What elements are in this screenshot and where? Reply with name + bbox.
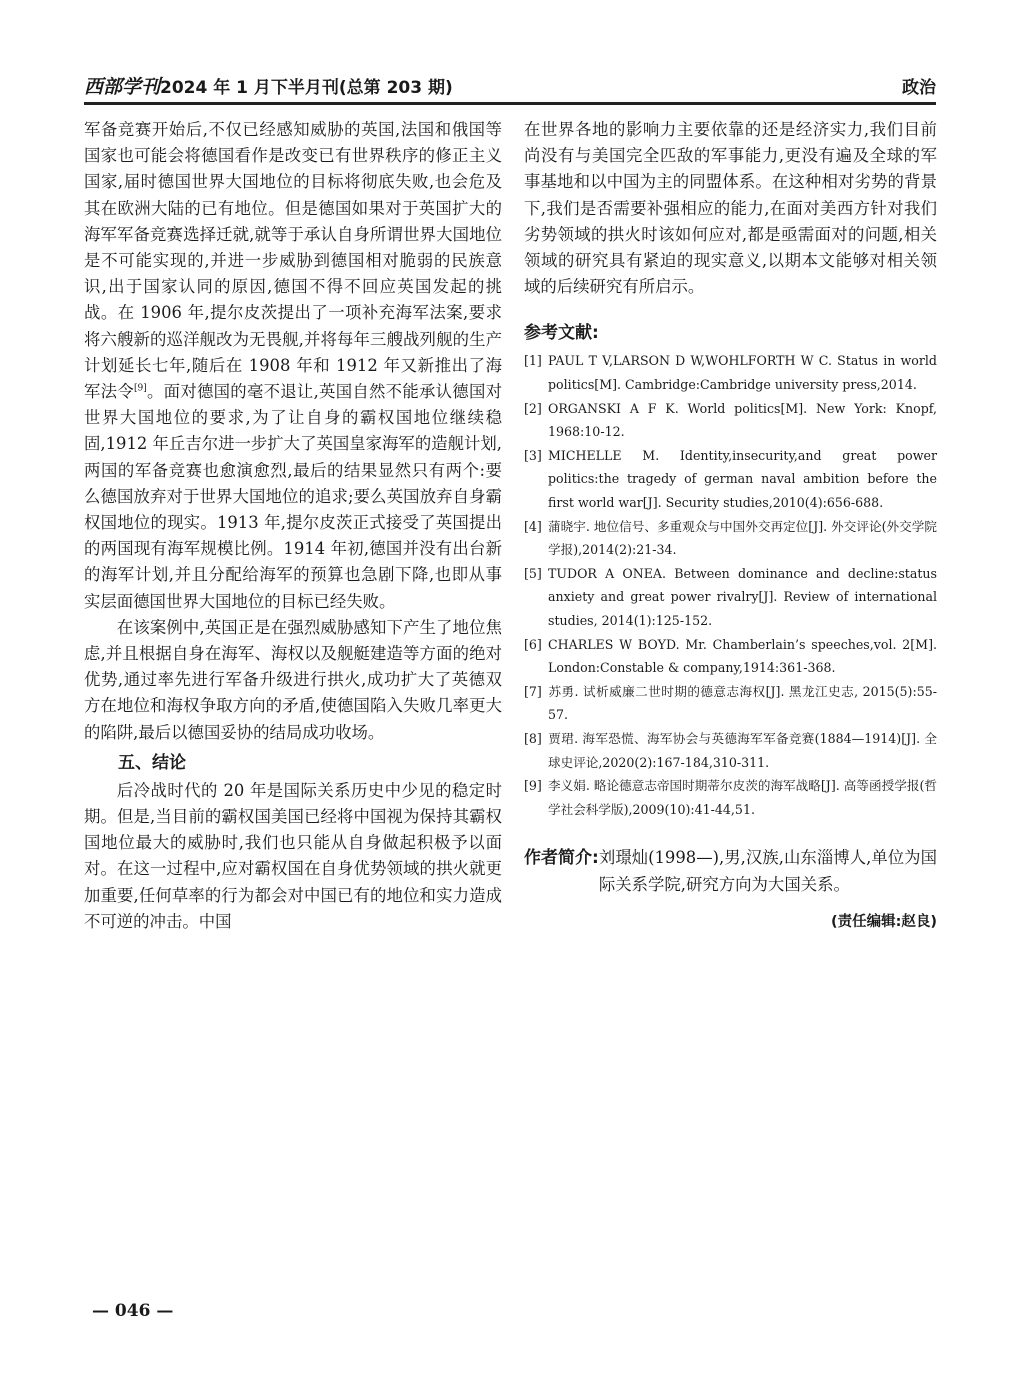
body-paragraph: 后冷战时代的 20 年是国际关系历史中少见的稳定时期。但是,当目前的霸权国美国已经将中国视为保持其霸权国地位最大的威胁时,我们也只能从自身做起积极予以面对。在这一过程中,应对霸权国在自身优势领域的拱火就更加重要,任何草率的行为都会对中国已有的地位和实力造成不可逆的冲击。中国 bbox=[84, 780, 502, 931]
reference-item bbox=[524, 727, 937, 774]
author-bio bbox=[524, 845, 937, 897]
running-header bbox=[84, 70, 936, 96]
reference-number: [4] bbox=[524, 518, 542, 534]
body-paragraph: 在该案例中,英国正是在强烈威胁感知下产生了地位焦虑,并且根据自身在海军、海权以及舰艇建造等方面的绝对优势,通过率先进行军备升级进行拱火,成功扩大了英德双方在地位和海权争取方向的矛盾,使德国陷入失败几率更大的陷阱,最后以德国妥协的结局成功收场。 bbox=[84, 617, 502, 742]
reference-list bbox=[524, 349, 937, 821]
journal-logo: 西部学刊 bbox=[84, 76, 161, 98]
reference-text: CHARLES W BOYD. Mr. Chamberlain’s speeches,vol. 2[M]. London:Constable & company,1914:361-368. bbox=[548, 636, 937, 676]
issue-info: 2024 年 1 月下半月刊(总第 203 期) bbox=[160, 78, 453, 98]
reference-number: [7] bbox=[524, 683, 542, 699]
reference-item bbox=[524, 633, 937, 680]
left-column bbox=[84, 117, 502, 935]
reference-number: [5] bbox=[524, 565, 542, 581]
reference-number: [9] bbox=[524, 778, 542, 794]
citation-mark: [9] bbox=[133, 383, 147, 394]
page-number: — 046 — bbox=[92, 1301, 174, 1321]
reference-number: [3] bbox=[524, 447, 542, 463]
reference-number: [6] bbox=[524, 636, 542, 652]
reference-item bbox=[524, 774, 937, 821]
references-heading: 参考文献: bbox=[524, 323, 599, 344]
header-rule bbox=[84, 102, 936, 105]
reference-item bbox=[524, 562, 937, 633]
section-heading: 五、结论 bbox=[118, 752, 186, 773]
reference-text: 苏勇. 试析威廉二世时期的德意志海权[J]. 黑龙江史志, 2015(5):55-57. bbox=[548, 683, 937, 723]
author-text: 刘璟灿(1998—),男,汉族,山东淄博人,单位为国际关系学院,研究方向为大国关系。 bbox=[598, 848, 937, 894]
body-paragraph: 在世界各地的影响力主要依靠的还是经济实力,我们目前尚没有与美国完全匹敌的军事能力,更没有遍及全球的军事基地和以中国为主的同盟体系。在这种相对劣势的背景下,我们是否需要补强相应的能力,在面对美西方针对我们劣势领域的拱火时该如何应对,都是亟需面对的问题,相关领域的研究具有紧迫的现实意义,以期本文能够对相关领域的后续研究有所启示。 bbox=[524, 120, 937, 297]
reference-text: 蒲晓宇. 地位信号、多重观众与中国外交再定位[J]. 外交评论(外交学院学报),2014(2):21-34. bbox=[548, 518, 937, 558]
reference-text: PAUL T V,LARSON D W,WOHLFORTH W C. Status in world politics[M]. Cambridge:Cambridge university press,2014. bbox=[548, 353, 937, 393]
reference-text: 贾珺. 海军恐慌、海军协会与英德海军军备竞赛(1884—1914)[J]. 全球史评论,2020(2):167-184,310-311. bbox=[548, 730, 937, 770]
reference-text: ORGANSKI A F K. World politics[M]. New York: Knopf, 1968:10-12. bbox=[548, 400, 937, 440]
reference-text: TUDOR A ONEA. Between dominance and decline:status anxiety and great power rivalry[J]. Review of international studies, 2014(1):125-152. bbox=[548, 565, 937, 628]
reference-item bbox=[524, 397, 937, 444]
section-label: 政治 bbox=[902, 78, 936, 98]
author-label: 作者简介: bbox=[524, 848, 599, 869]
reference-item bbox=[524, 444, 937, 515]
reference-number: [2] bbox=[524, 400, 542, 416]
paragraph-text: 军备竞赛开始后,不仅已经感知威胁的英国,法国和俄国等国家也可能会将德国看作是改变已有世界秩序的修正主义国家,届时德国世界大国地位的目标将彻底失败,也会危及其在欧洲大陆的已有地位。但是德国如果对于英国扩大的海军军备竞赛选择迁就,就等于承认自身所谓世界大国地位是不可能实现的,并进一步威胁到德国相对脆弱的民族意识,出于国家认同的原因,德国不得不回应英国发起的挑战。在 1906 年,提尔皮茨提出了一项补充海军法案,要求将六艘新的巡洋舰改为无畏舰,并将每年三艘战列舰的生产计划延长七年,随后在 1908 年和 1912 年又新推出了海军法令 bbox=[84, 120, 502, 402]
body-paragraph bbox=[84, 117, 502, 615]
reference-number: [8] bbox=[524, 730, 542, 746]
reference-item bbox=[524, 349, 937, 396]
paragraph-text-end: 。面对德国的毫不退让,英国自然不能承认德国对世界大国地位的要求,为了让自身的霸权国地位继续稳固,1912 年丘吉尔进一步扩大了英国皇家海军的造舰计划,两国的军备竞赛也愈演愈烈,最后的结果显然只有两个:要么德国放弃对于世界大国地位的追求;要么英国放弃自身霸权国地位的现实。1913 年,提尔皮茨正式接受了英国提出的两国现有海军规模比例。1914 年初,德国并没有出台新的海军计划,并且分配给海军的预算也急剧下降,也即从事实层面德国世界大国地位的目标已经失败。 bbox=[84, 382, 503, 611]
reference-number: [1] bbox=[524, 353, 542, 369]
reference-text: 李义娟. 略论德意志帝国时期蒂尔皮茨的海军战略[J]. 高等函授学报(哲学社会科学版),2009(10):41-44,51. bbox=[548, 778, 937, 817]
editor-credit: (责任编辑:赵良) bbox=[830, 913, 937, 930]
reference-item bbox=[524, 680, 937, 727]
reference-text: MICHELLE M. Identity,insecurity,and great power politics:the tragedy of german naval ambition before the first world war[J]. Security studies,2010(4):656-688. bbox=[548, 447, 937, 510]
right-column bbox=[524, 117, 937, 931]
reference-item bbox=[524, 515, 937, 562]
